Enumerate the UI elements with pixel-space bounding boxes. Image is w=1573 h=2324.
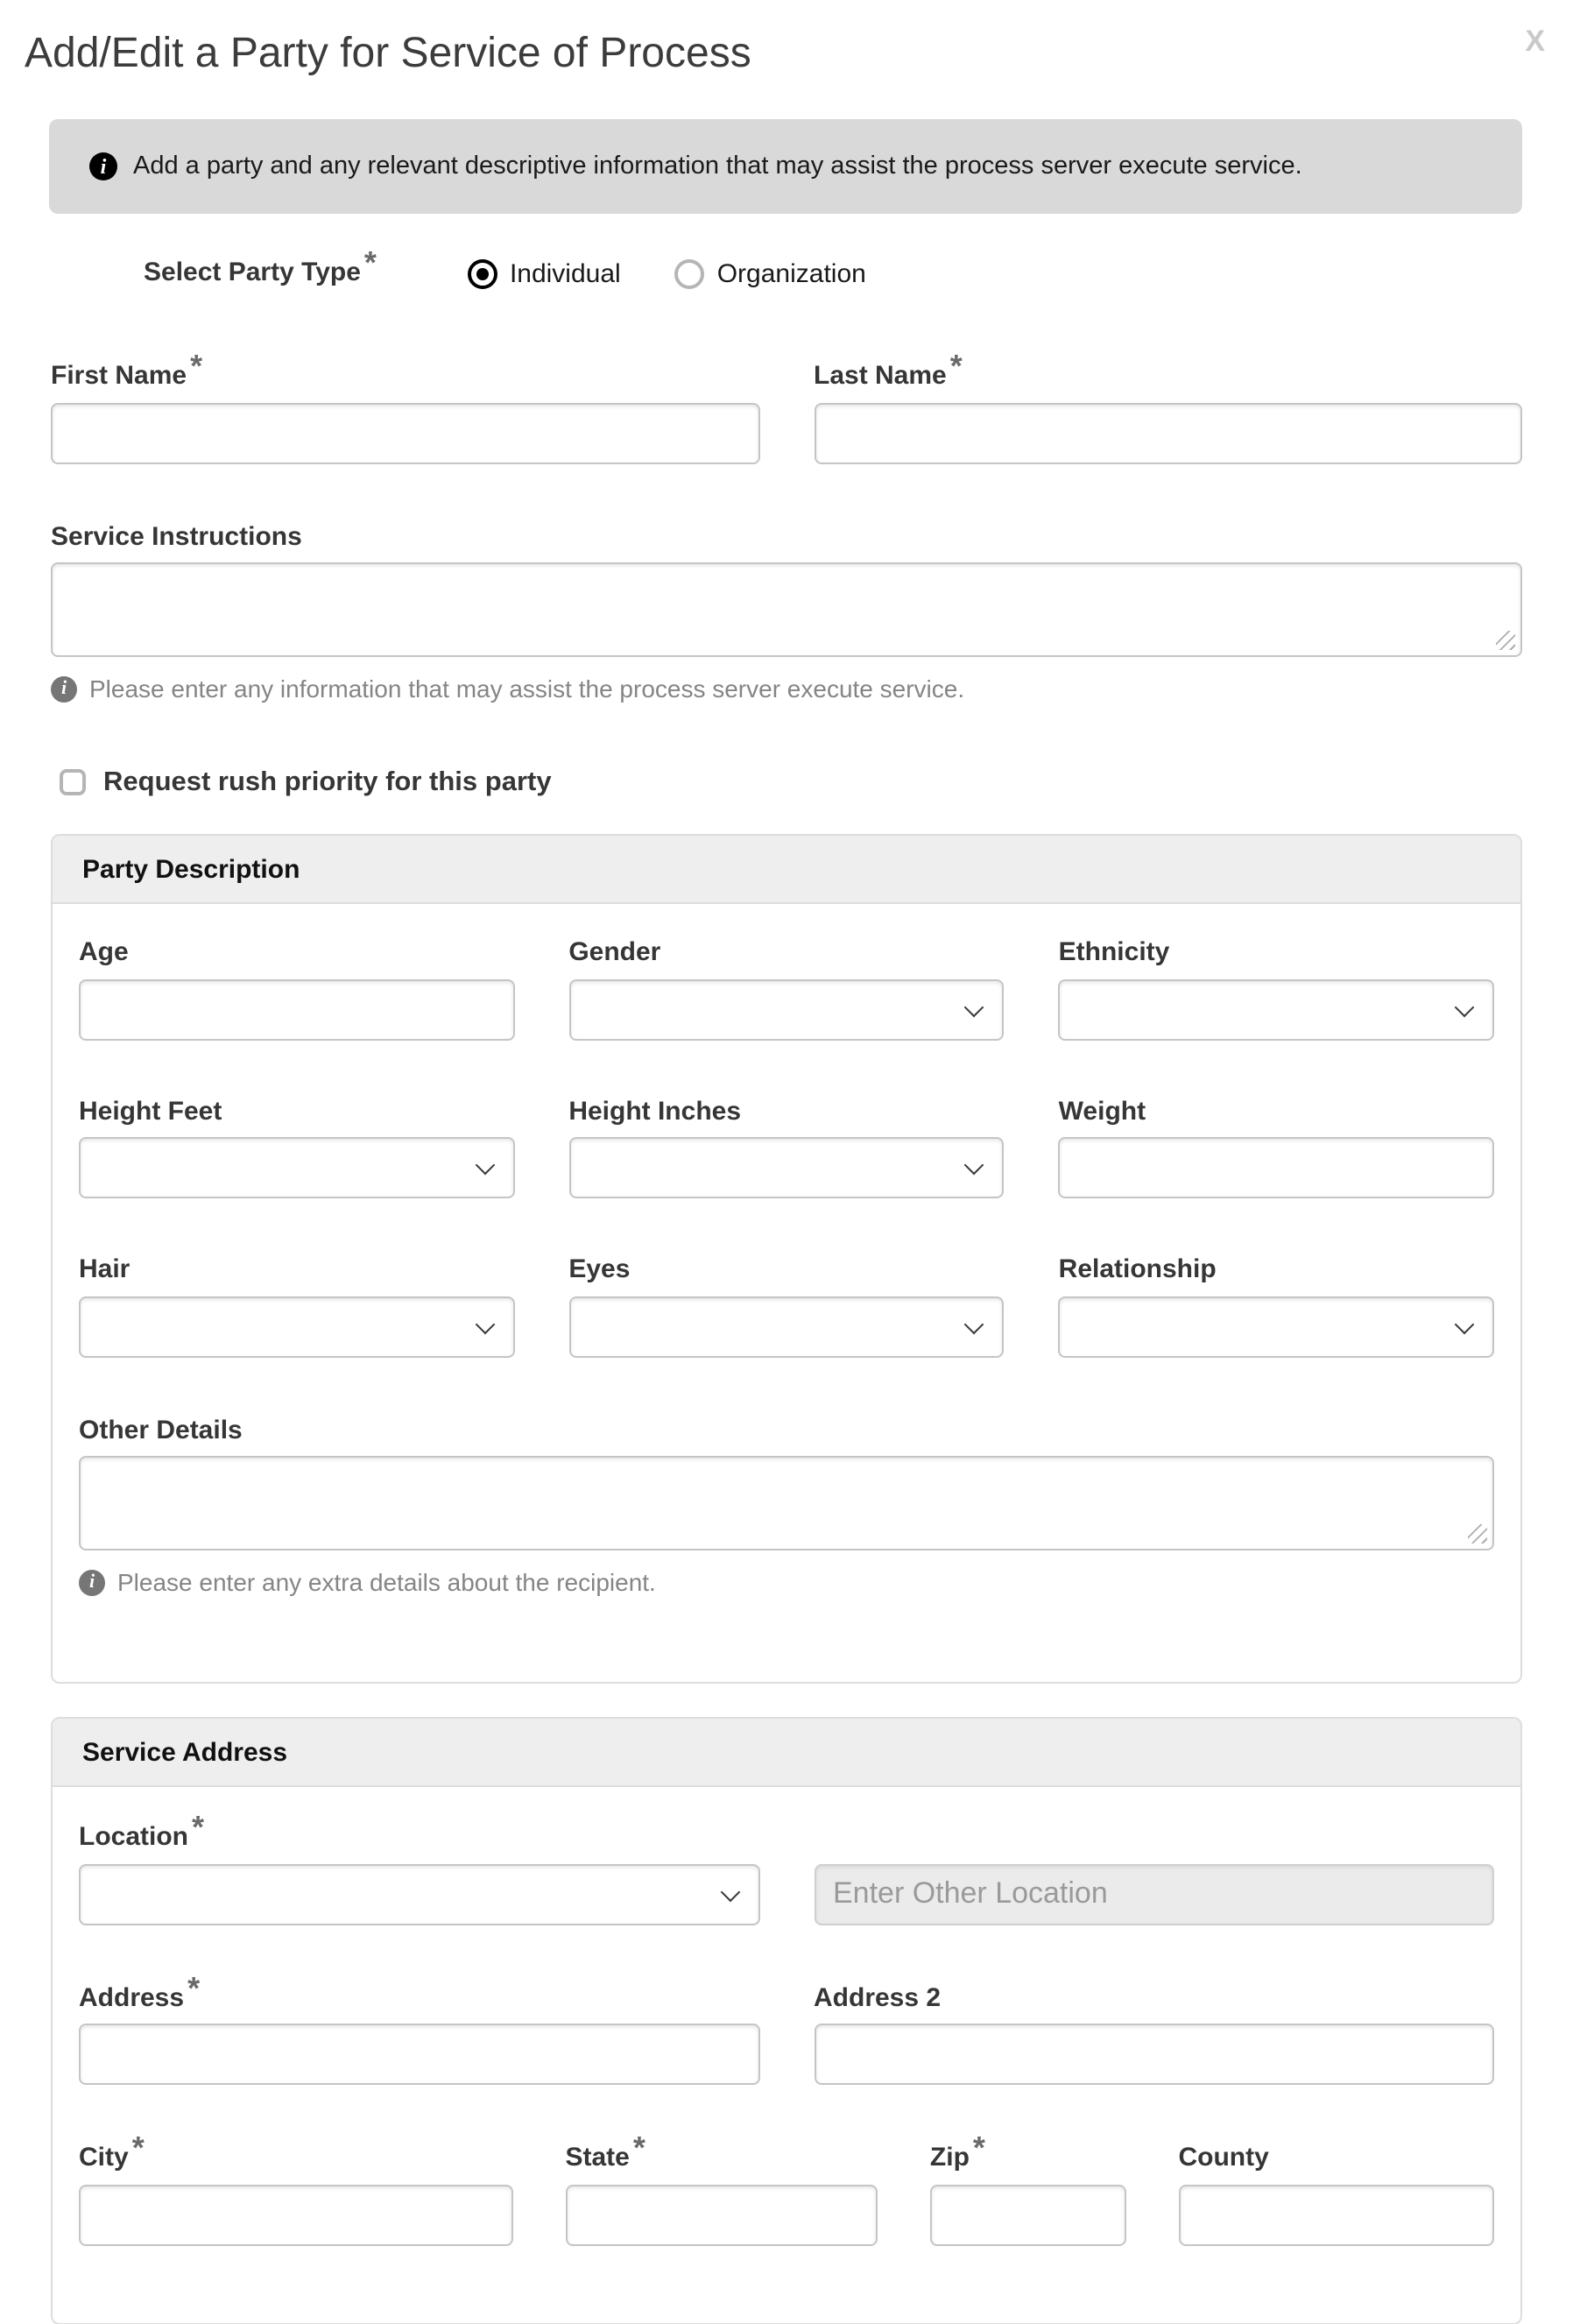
weight-input[interactable] bbox=[1059, 1137, 1494, 1198]
other-details-helper: i Please enter any extra details about the recipient. bbox=[79, 1568, 1494, 1596]
individual-radio-label: Individual bbox=[509, 258, 621, 288]
info-icon: i bbox=[89, 152, 117, 180]
eyes-label: Eyes bbox=[568, 1254, 631, 1285]
zip-input[interactable] bbox=[930, 2184, 1126, 2245]
party-description-header: Party Description bbox=[53, 836, 1520, 904]
required-marker: * bbox=[187, 1970, 201, 2006]
party-type-row bbox=[25, 244, 1548, 291]
address-label: Address * bbox=[79, 1970, 201, 2013]
rush-priority-label: Request rush priority for this party bbox=[103, 767, 552, 797]
other-details-label: Other Details bbox=[79, 1415, 243, 1445]
party-type-radio-group bbox=[468, 258, 866, 288]
service-address-header: Service Address bbox=[53, 1719, 1520, 1787]
organization-radio-label: Organization bbox=[716, 258, 866, 288]
radio-dot bbox=[476, 267, 489, 279]
first-name-label: First Name * bbox=[51, 349, 203, 391]
height-inches-label: Height Inches bbox=[568, 1096, 742, 1127]
ethnicity-label: Ethnicity bbox=[1058, 937, 1170, 968]
hair-select[interactable] bbox=[79, 1296, 514, 1357]
required-marker: * bbox=[131, 2130, 145, 2166]
relationship-select[interactable] bbox=[1059, 1296, 1494, 1357]
close-button[interactable]: X bbox=[1525, 25, 1545, 58]
address2-label: Address 2 bbox=[814, 1982, 942, 2013]
page-title: Add/Edit a Party for Service of Process bbox=[25, 30, 751, 77]
rush-priority-row[interactable] bbox=[25, 767, 1548, 797]
party-description-panel bbox=[51, 834, 1522, 1684]
info-banner bbox=[49, 119, 1522, 214]
hair-label: Hair bbox=[79, 1254, 130, 1285]
required-marker: * bbox=[632, 2130, 645, 2166]
first-name-input[interactable] bbox=[51, 402, 759, 463]
service-instructions-label: Service Instructions bbox=[51, 521, 302, 551]
age-input[interactable] bbox=[79, 978, 514, 1040]
location-label: Location * bbox=[79, 1810, 205, 1853]
required-marker: * bbox=[363, 244, 377, 280]
required-marker: * bbox=[949, 349, 963, 384]
state-label: State * bbox=[565, 2130, 645, 2173]
required-marker: * bbox=[972, 2130, 985, 2166]
service-address-panel bbox=[51, 1717, 1522, 2324]
rush-priority-checkbox[interactable] bbox=[60, 769, 86, 795]
weight-label: Weight bbox=[1058, 1096, 1146, 1127]
individual-radio[interactable] bbox=[468, 258, 497, 288]
county-label: County bbox=[1178, 2143, 1269, 2173]
other-details-textarea[interactable] bbox=[79, 1456, 1494, 1551]
gender-select[interactable] bbox=[568, 978, 1004, 1040]
age-label: Age bbox=[79, 937, 129, 968]
height-feet-select[interactable] bbox=[79, 1137, 514, 1198]
height-feet-label: Height Feet bbox=[79, 1096, 222, 1127]
address-input[interactable] bbox=[79, 2024, 759, 2085]
service-instructions-section bbox=[25, 523, 1548, 703]
ethnicity-select[interactable] bbox=[1059, 978, 1494, 1040]
location-select[interactable] bbox=[79, 1863, 759, 1925]
gender-label: Gender bbox=[568, 937, 661, 968]
relationship-label: Relationship bbox=[1058, 1254, 1217, 1285]
last-name-label: Last Name * bbox=[814, 349, 963, 391]
service-instructions-helper: i Please enter any information that may assist the process server execute service. bbox=[51, 675, 1522, 703]
info-icon: i bbox=[51, 675, 77, 702]
name-row bbox=[25, 349, 1548, 463]
city-label: City * bbox=[79, 2130, 145, 2173]
county-input[interactable] bbox=[1178, 2184, 1494, 2245]
party-type-option-organization[interactable] bbox=[675, 258, 866, 288]
city-input[interactable] bbox=[79, 2184, 512, 2245]
zip-label: Zip * bbox=[929, 2130, 985, 2173]
state-input[interactable] bbox=[565, 2184, 877, 2245]
last-name-input[interactable] bbox=[814, 402, 1522, 463]
party-type-label: Select Party Type * bbox=[144, 244, 377, 287]
required-marker: * bbox=[192, 1810, 205, 1846]
eyes-select[interactable] bbox=[568, 1296, 1004, 1357]
info-banner-text: Add a party and any relevant descriptive information that may assist the process server execute service. bbox=[133, 152, 1302, 180]
service-instructions-textarea[interactable] bbox=[51, 562, 1522, 657]
other-location-input[interactable] bbox=[814, 1863, 1494, 1925]
required-marker: * bbox=[190, 349, 203, 384]
address2-input[interactable] bbox=[814, 2024, 1494, 2085]
organization-radio[interactable] bbox=[675, 258, 705, 288]
height-inches-select[interactable] bbox=[568, 1137, 1004, 1198]
party-type-option-individual[interactable] bbox=[468, 258, 621, 288]
info-icon: i bbox=[79, 1569, 105, 1595]
